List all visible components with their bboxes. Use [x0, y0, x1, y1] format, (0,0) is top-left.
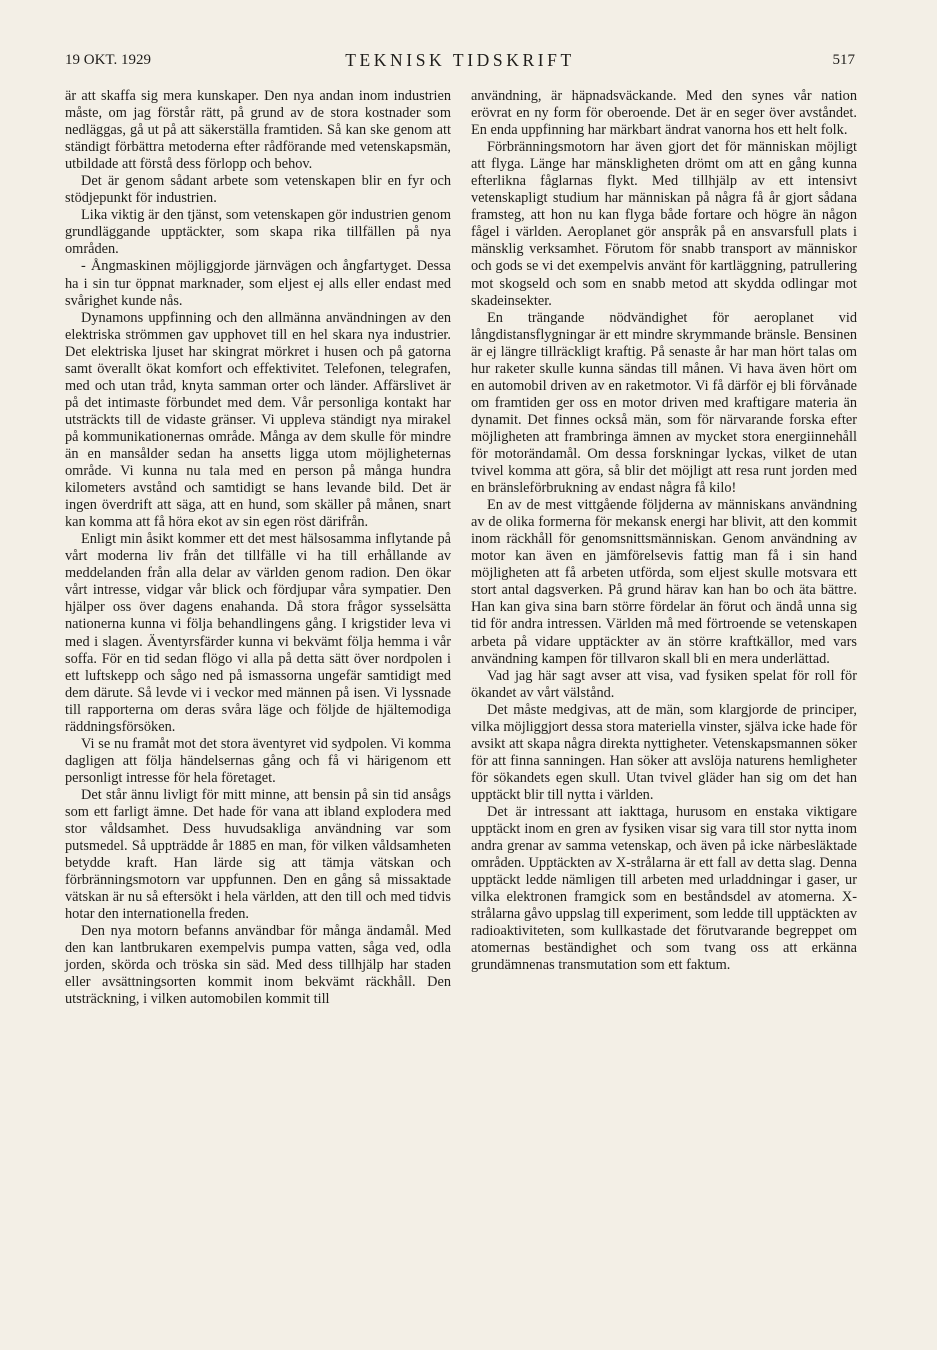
paragraph: - Ångmaskinen möjliggjorde järnvägen och ångfartyget. Dessa ha i sin tur öppnat marknader, som eljest ej alls eller endast med svårighet kunde nås.: [65, 258, 451, 309]
paragraph: Det är genom sådant arbete som vetenskapen blir en fyr och stödjepunkt för industrien.: [65, 173, 451, 207]
paragraph: Enligt min åsikt kommer ett det mest hälsosamma inflytande på vårt moderna liv från det tillfälle vi ha till erhållande av meddelanden från alla delar av världen genom radion. Den ökar vårt intresse, vidgar vår blick och fördjupar våra sympatier. Den hjälper oss över dagens enahanda. Då stora frågor sysselsätta nationerna kunna vi följa behandlingens gång. I krigstider leva vi med i slagen. Äventyrsfärder kunna vi bekvämt följa hemma i vår soffa. För en tid sedan flögo vi alla på detta sätt över nordpolen i ett luftskepp och sågo ned på ismassorna ungefär samtidigt med dem därute. Så levde vi i veckor med männen på isen. Vi lyssnade till rapporterna om deras svåra läge och följde de hjältemodiga räddningsförsöken.: [65, 531, 451, 735]
page-header: [65, 50, 855, 74]
paragraph: Förbränningsmotorn har även gjort det för människan möjligt att flyga. Länge har mänskligheten drömt om att en gång kunna efterlikna fåglarnas flykt. Med tillhjälp av ett intensivt vetenskapligt studium har människan på några få år gjort sådana framsteg, att hon nu kan flyga både fortare och högre än någon fågel i världen. Aeroplanet gör anspråk på en ansvarsfull plats i mänsklig verksamhet. Förutom för snabb transport av människor och gods se vi det exempelvis använt för kartläggning, patrullering mot skogseld och som en snabb metod att skydda odlingar mot skadeinsekter.: [471, 139, 857, 309]
issue-date: 19 OKT. 1929: [65, 52, 151, 68]
paragraph: Vi se nu framåt mot det stora äventyret vid sydpolen. Vi komma dagligen att följa händelsernas gång och få vi härigenom ett personligt intresse för hela företaget.: [65, 735, 451, 786]
page-number: 517: [832, 52, 855, 68]
paragraph: användning, är häpnadsväckande. Med den synes vår nation erövrat en ny form för oberoende. Det är en seger över avståndet. En enda uppfinning har märkbart ändrat vanorna hos ett helt folk.: [471, 88, 857, 139]
paragraph: Det måste medgivas, att de män, som klargjorde de principer, vilka möjliggjort dessa stora materiella vinster, själva icke hade för avsikt att skapa några direkta nyttigheter. Vetenskapsmannen söker för att finna sanningen. Han söker att avslöja naturens hemligheter för sökandets egen skull. Utan tvivel gläder han sig om det han upptäckt blir till nytta i världen.: [471, 701, 857, 803]
paragraph: Dynamons uppfinning och den allmänna användningen av den elektriska strömmen gav upphovet till en hel skara nya industrier. Det elektriska ljuset har skingrat mörkret i husen och på gatorna samt överallt ökat komfort och effektivitet. Telefonen, telegrafen, med och utan tråd, knyta samman orter och länder. Affärslivet är på det intimaste förbundet med dem. Vår personliga kontakt har utsträckts till de vidaste gränser. Vi uppleva ständigt nya mirakel på kommunikationernas område. Många av dem skulle för mindre än en mansålder sedan ha ansetts ligga utom möjligheternas område. Vi kunna nu tala med en person på många hundra kilometers avstånd och samtidigt se hans levande bild. Det är ingen överdrift att säga, att en hund, som skäller på månen, snart kan komma att få höra ekot av sin egen röst därifrån.: [65, 309, 451, 531]
paragraph: är att skaffa sig mera kunskaper. Den nya andan inom industrien måste, om jag förstår rätt, på grund av de stora kostnader som nedläggas, gå ut på att säkerställa framtiden. Så kan ske genom att ständigt förbättra metoderna efter rådförande med vetenskapsmän, utbildade att förstå dess förlopp och behov.: [65, 88, 451, 173]
paragraph: Det är intressant att iakttaga, hurusom en enstaka viktigare upptäckt inom en gren av fysiken visar sig vara till stor nytta inom andra grenar av samma vetenskap, och även på icke närbesläktade områden. Upptäckten av X-strålarna är ett fall av detta slag. Denna upptäckt ledde nämligen till arbeten med urladdningar i gaser, ur vilka elektronen framgick som en beståndsdel av atomerna. X-strålarna gåvo uppslag till experiment, som ledde till upptäckten av radioaktiviteten, som kullkastade det förutvarande begreppet om atomernas beständighet och som tvang oss att erkänna grundämnenas transmutation som ett faktum.: [471, 803, 857, 974]
paragraph: Vad jag här sagt avser att visa, vad fysiken spelat för roll för ökandet av vårt välstånd.: [471, 667, 857, 701]
left-column: [65, 88, 451, 1009]
paragraph: Den nya motorn befanns användbar för många ändamål. Med den kan lantbrukaren exempelvis pumpa vatten, såga ved, odla jorden, skörda och tröska sin säd. Med dess tillhjälp har staden eller avsättningsorten kommit inom bekvämt räckhåll. Den utsträckning, i vilken automobilen kommit till: [65, 923, 451, 1008]
paragraph: Det står ännu livligt för mitt minne, att bensin på sin tid ansågs som ett farligt ämne. Det hade för vana att ibland explodera med stor våldsamhet. Dess huvudsakliga användning var som putsmedel. Så uppträdde år 1885 en man, för vilken våldsamheten betydde kraft. Han lärde sig att tämja vätskan och förbränningsmotorn var uppfunnen. Den en gång så missaktade vätskan är nu så eftersökt i hela världen, att den till och med tidvis hotar den internationella freden.: [65, 786, 451, 923]
paragraph: Lika viktig är den tjänst, som vetenskapen gör industrien genom grundläggande upptäckter, som skapa rika tillfällen på nya områden.: [65, 207, 451, 258]
journal-title: TEKNISK TIDSKRIFT: [345, 50, 575, 70]
paragraph: En av de mest vittgående följderna av människans användning av de olika formerna för mekansk energi har blivit, att den kommit inom räckhåll för genomsnittsmänniskan. Genom användning av motor kan även en jämförelsevis fattig man få i sin hand möjligheten att få arbeten utförda, som eljest skulle motsvara ett stort antal dagsverken. På grund härav kan han bo och äta bättre. Han kan giva sina barn större fördelar än förut och ändå unna sig tid för andra intressen. Världen må med förtroende se vetenskapen arbeta på vidare upptäckter av än större kraftkällor, med vars användning kampen för tillvaron skall bli en mera underlättad.: [471, 497, 857, 667]
paragraph: En trängande nödvändighet för aeroplanet vid långdistansflygningar är ett mindre skrymmande bränsle. Bensinen är ej längre tillräckligt kraftig. På senaste år har man hört talas om hur raketer skulle kunna sändas till månen. Vi hava även hört om en automobil driven av en raketmotor. Vi få därför ej bli förvånade om framtiden ger oss en motor driven med kraftigare materia än dynamit. Det finnes också män, som för närvarande forska efter möjligheten att frambringa ämnen av mycket stora energiinnehåll för motorändamål. Om dessa forskningar lyckas, vilket de utan tvivel komma att göra, så blir det möjligt att resa runt jorden med en bränsleförbrukning av endast några få kilo!: [471, 309, 857, 497]
right-column: [471, 88, 857, 974]
